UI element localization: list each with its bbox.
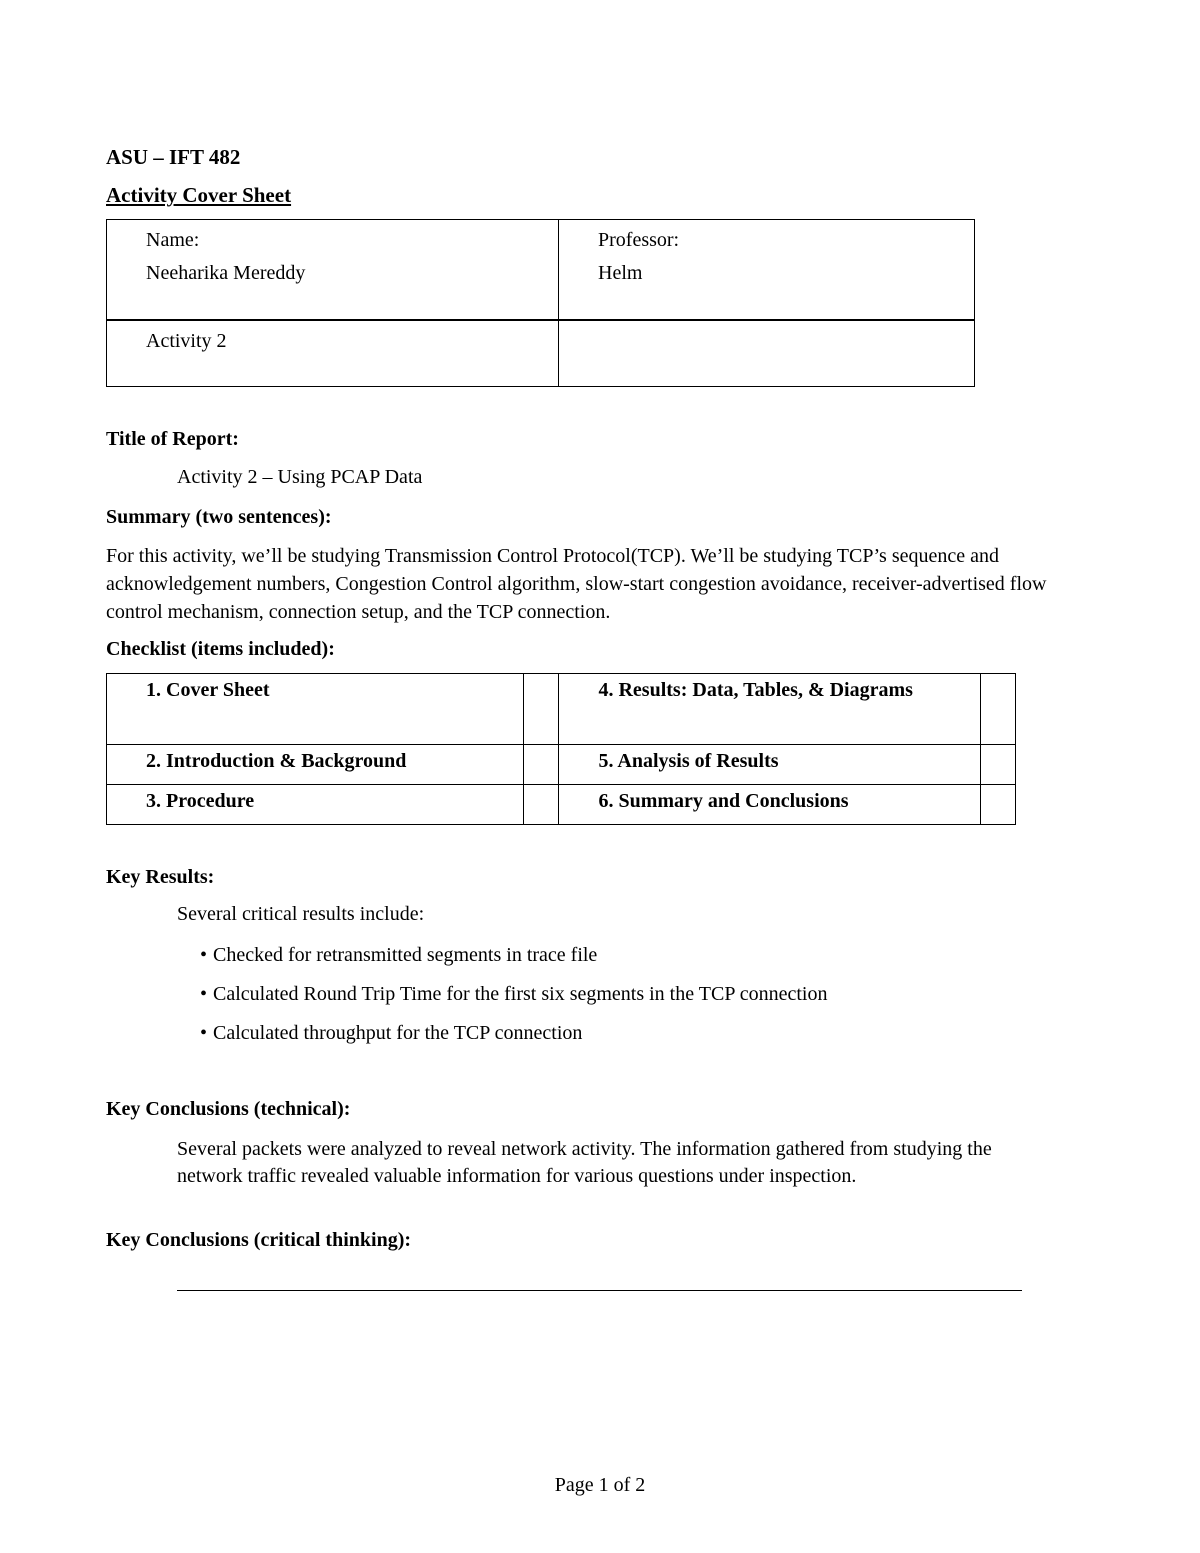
checklist-item: 1. Cover Sheet — [107, 674, 524, 745]
conclusions-technical-text: Several packets were analyzed to reveal network activity. The information gathered from studying the network traffic revealed valuable information for various questions under inspection. — [177, 1138, 992, 1187]
list-item — [200, 979, 827, 1018]
table-row — [107, 745, 1016, 785]
checkbox[interactable] — [524, 745, 559, 785]
list-item — [200, 940, 827, 979]
checkbox[interactable] — [980, 785, 1015, 825]
name-cell — [107, 220, 559, 321]
checklist-item: 6. Summary and Conclusions — [559, 785, 980, 825]
cover-info-table — [106, 219, 975, 387]
checkbox[interactable] — [980, 674, 1015, 745]
checklist-item: 3. Procedure — [107, 785, 524, 825]
answer-line — [177, 1290, 1022, 1291]
key-results-heading: Key Results: — [106, 866, 215, 888]
summary-text: For this activity, we’ll be studying Transmission Control Protocol(TCP). We’ll be studying TCP’s sequence and acknowledgement numbers, Congestion Control algorithm, slow-start congestion avoidance, receiver-advertised flow control mechanism, connection setup, and the TCP connection. — [106, 545, 1047, 623]
key-results-list — [200, 940, 827, 1057]
table-row — [107, 220, 975, 321]
empty-cell — [559, 320, 975, 387]
sheet-title: Activity Cover Sheet — [106, 183, 292, 207]
key-results-intro: Several critical results include: — [177, 903, 425, 925]
bullet-icon: • — [200, 983, 208, 1005]
course-title: ASU – IFT 482 — [106, 145, 241, 169]
name-value: Neeharika Mereddy — [146, 262, 306, 284]
professor-cell — [559, 220, 975, 321]
bullet-icon: • — [200, 1022, 208, 1044]
page-number: Page 1 of 2 — [554, 1474, 646, 1496]
checklist-item: 4. Results: Data, Tables, & Diagrams — [559, 674, 980, 745]
report-title-value: Activity 2 – Using PCAP Data — [177, 466, 423, 488]
checklist-item: 2. Introduction & Background — [107, 745, 524, 785]
conclusions-critical-heading: Key Conclusions (critical thinking): — [106, 1229, 412, 1251]
checklist-table — [106, 673, 1016, 825]
table-row — [107, 674, 1016, 745]
report-title-heading: Title of Report: — [106, 428, 239, 450]
name-label: Name: — [146, 229, 200, 251]
activity-cell — [107, 320, 559, 387]
table-row — [107, 320, 975, 387]
checkbox[interactable] — [524, 674, 559, 745]
list-item-text: Calculated throughput for the TCP connection — [213, 1022, 583, 1044]
list-item-text: Calculated Round Trip Time for the first six segments in the TCP connection — [213, 983, 828, 1005]
checklist-heading: Checklist (items included): — [106, 638, 335, 660]
checkbox[interactable] — [980, 745, 1015, 785]
checkbox[interactable] — [524, 785, 559, 825]
conclusions-technical-heading: Key Conclusions (technical): — [106, 1098, 351, 1120]
activity-label: Activity 2 — [146, 330, 227, 352]
bullet-icon: • — [200, 944, 208, 966]
professor-label: Professor: — [598, 229, 680, 251]
checklist-item: 5. Analysis of Results — [559, 745, 980, 785]
professor-value: Helm — [598, 262, 643, 284]
list-item-text: Checked for retransmitted segments in trace file — [213, 944, 598, 966]
list-item — [200, 1018, 827, 1057]
table-row — [107, 785, 1016, 825]
summary-heading: Summary (two sentences): — [106, 506, 332, 528]
